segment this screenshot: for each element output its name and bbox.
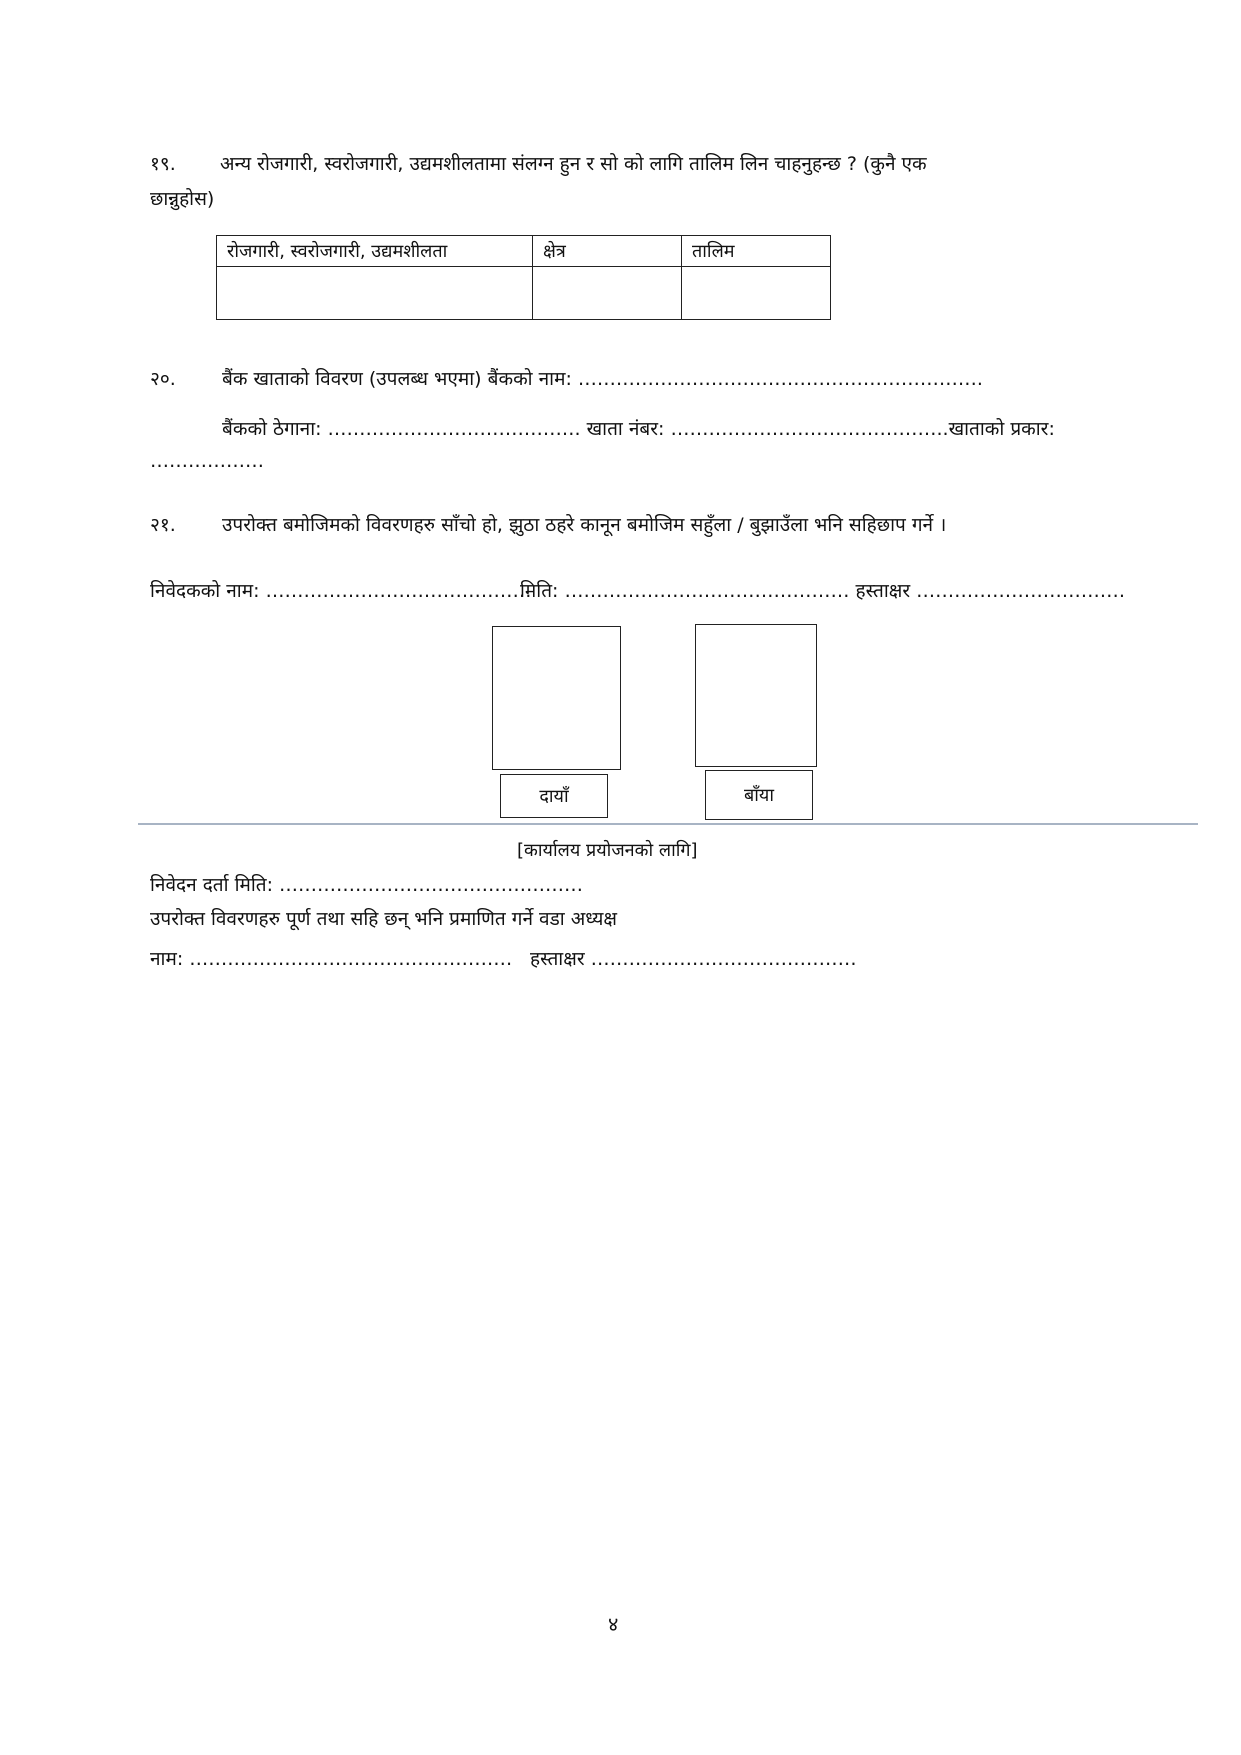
chairperson-signature-field: हस्ताक्षर …………………………………… [530,948,857,970]
employment-training-table [216,235,831,320]
left-thumbprint-box [695,624,817,767]
declaration-text: उपरोक्त बमोजिमको विवरणहरु साँचो हो, झुठा ठहरे कानून बमोजिम सहुँला / बुझाउँला भनि सहिछाप गर्ने । [222,514,947,536]
left-thumb-label: बाँया [705,770,813,820]
chairperson-name-field: नाम: …………………………………………… [150,948,513,970]
page-number: ४ [608,1612,619,1636]
column-header-training: तालिम [682,236,831,267]
training-cell[interactable] [682,267,831,320]
date-signature-field: मिति: ……………………………………… हस्ताक्षर …………………………… [520,580,1126,602]
section-divider [138,823,1198,825]
bank-address-line: बैंकको ठेगाना: …………………………………. खाता नंबर: ……………………………………..खाताको प्रकार: [222,418,1055,440]
column-header-sector: क्षेत्र [533,236,682,267]
question-21-number: २१. [150,514,176,536]
question-20-number: २०. [150,368,176,390]
sector-cell[interactable] [533,267,682,320]
bank-details-line: बैंक खाताको विवरण (उपलब्ध भएमा) बैंकको नाम: ………………………………………………………. [222,368,983,390]
employment-cell[interactable] [217,267,533,320]
question-19-text: अन्य रोजगारी, स्वरोजगारी, उद्यमशीलतामा संलग्न हुन र सो को लागि तालिम लिन चाहनुहन्छ ? (कुनै एक [220,153,927,175]
right-thumbprint-box [492,626,621,770]
table-row [217,267,831,320]
office-use-heading: [कार्यालय प्रयोजनको लागि] [517,840,698,861]
right-thumb-label: दायाँ [500,774,608,818]
table-header-row [217,236,831,267]
column-header-employment: रोजगारी, स्वरोजगारी, उद्यमशीलता [217,236,533,267]
applicant-name-field: निवेदकको नाम: …………………………………… [150,580,532,602]
certification-text: उपरोक्त विवरणहरु पूर्ण तथा सहि छन् भनि प्रमाणित गर्ने वडा अध्यक्ष [150,908,618,930]
question-19-number: १९. [150,153,176,175]
account-type-dots: ……………… [150,450,264,472]
registration-date-field: निवेदन दर्ता मिति: ………………………………………… [150,874,584,896]
question-19-text-continued: छान्नुहोस) [150,188,215,210]
